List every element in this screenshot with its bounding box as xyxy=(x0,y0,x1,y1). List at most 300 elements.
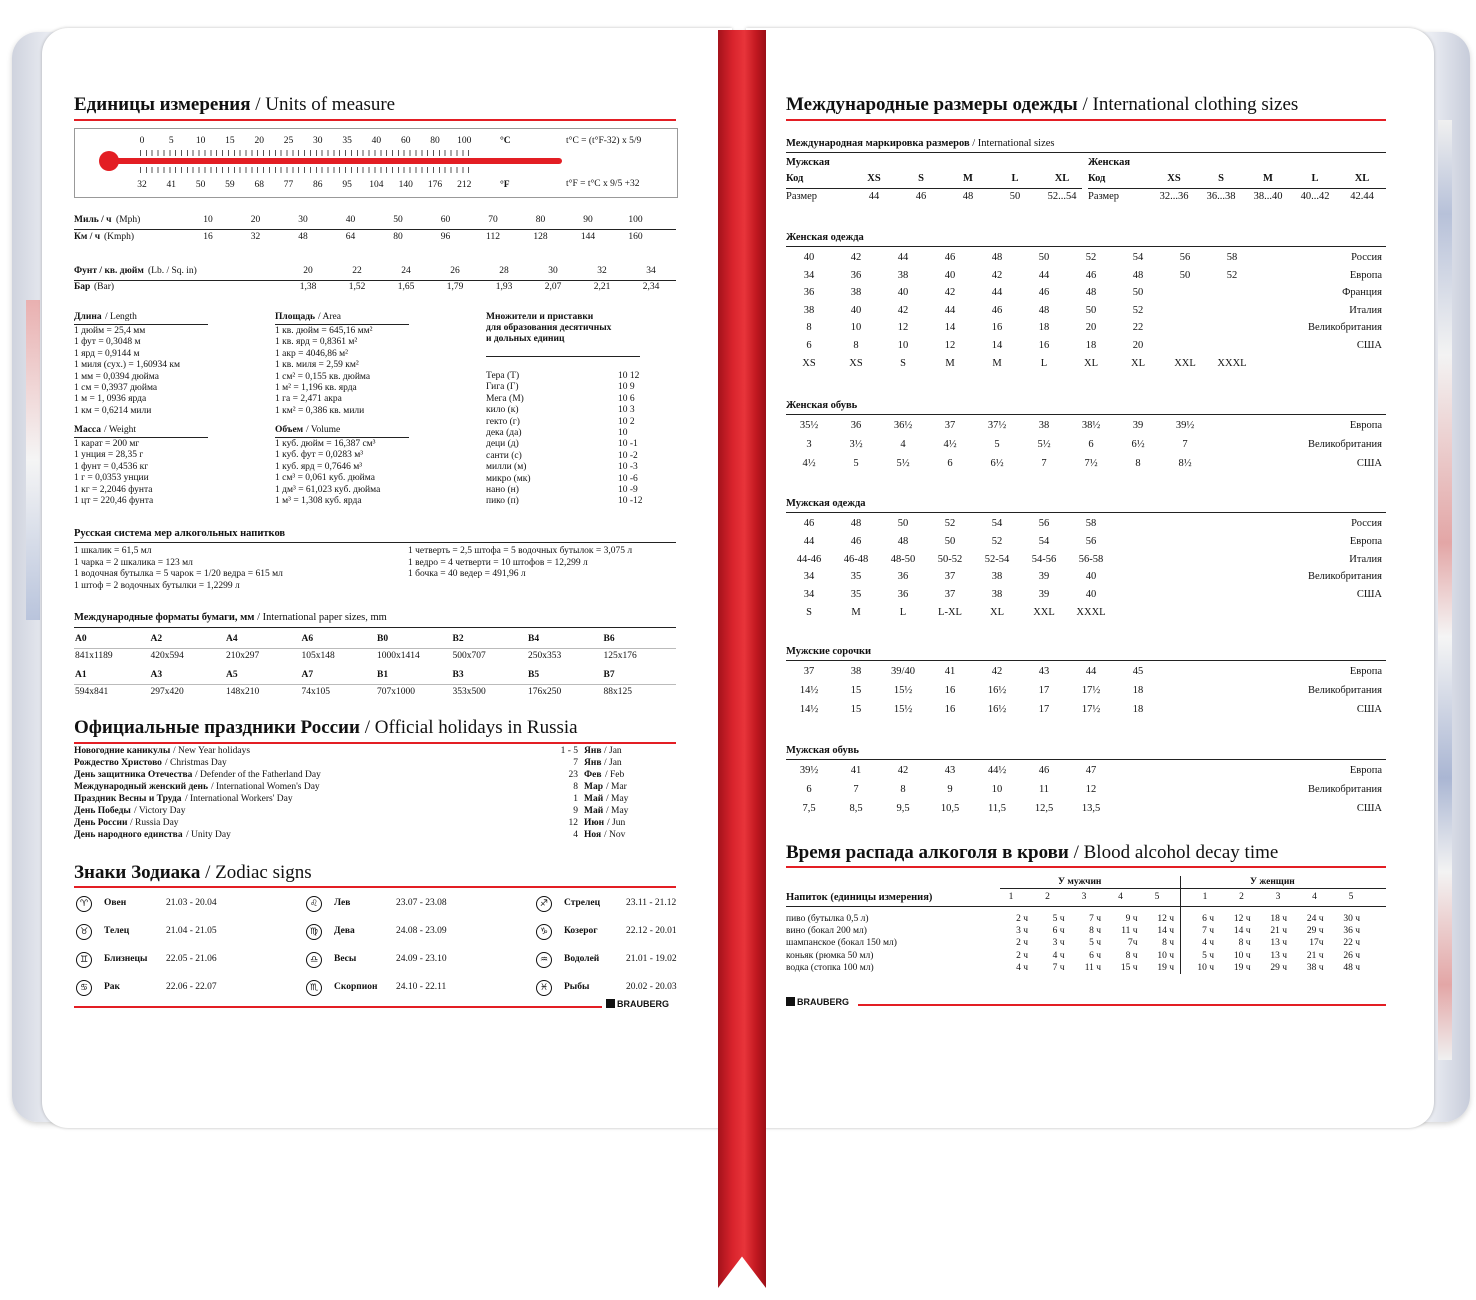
holiday-name: Праздник Весны и Труда xyxy=(74,794,182,804)
men_clothing-country: Россия xyxy=(1351,518,1382,529)
women_shoes-value: 7 xyxy=(1041,458,1047,469)
holiday-month-en: / Jan xyxy=(604,746,622,756)
paper-format-name: B6 xyxy=(603,634,615,644)
women_clothing-value: 44 xyxy=(897,252,909,263)
women_clothing-value: 38 xyxy=(850,287,862,299)
women_shoes-value: 6 xyxy=(1088,439,1094,450)
women_clothing-value: 48 xyxy=(1085,287,1097,299)
celsius-tick-label: 15 xyxy=(225,136,235,146)
zodiac-dates: 23.07 - 23.08 xyxy=(396,898,447,908)
women_clothing-value: 10 xyxy=(850,322,862,334)
women_clothing-value: 14 xyxy=(991,340,1003,351)
men_shirts-value: 16 xyxy=(944,685,956,696)
fahrenheit-tick-label: 59 xyxy=(225,180,235,190)
speed-value: 96 xyxy=(440,232,451,242)
men_clothing-value: 39 xyxy=(1038,571,1050,583)
speed-value: 48 xyxy=(298,232,308,242)
length-item: 1 см = 0,3937 дюйма xyxy=(74,383,158,393)
men_clothing-value: 58 xyxy=(1085,518,1097,529)
alcohol-men-hours: 7ч xyxy=(1127,938,1138,949)
speed-value: 16 xyxy=(203,232,213,242)
length-underline xyxy=(74,324,208,325)
women_shoes-country: Европа xyxy=(1349,420,1382,431)
women_clothing-value: 50 xyxy=(1132,287,1144,299)
speed-row-label: Км / ч xyxy=(74,232,101,242)
women_clothing-value: 20 xyxy=(1132,340,1144,351)
men_shoes-value: 41 xyxy=(850,765,862,776)
women_clothing-value: 38 xyxy=(897,269,909,281)
prefix-value: 10 -9 xyxy=(618,485,638,495)
prefixes-underline xyxy=(486,356,640,357)
alcohol-women-hours: 26 ч xyxy=(1343,950,1360,961)
men-size-value: 46 xyxy=(915,191,927,202)
men_clothing-value: 52 xyxy=(991,535,1003,547)
alcohol-measure-item: 1 водочная бутылка = 5 чарок = 1/20 ведра = 615 мл xyxy=(74,569,283,579)
volume-item: 1 м³ = 1,308 куб. ярда xyxy=(275,496,362,506)
women_clothing-country: Великобритания xyxy=(1308,322,1382,334)
women_shoes-value: 6½ xyxy=(1131,439,1145,450)
length-item: 1 км = 0,6214 мили xyxy=(74,405,152,416)
fahrenheit-tick-label: 50 xyxy=(195,180,206,190)
speed-value: 10 xyxy=(203,215,213,225)
men_clothing-value: 34 xyxy=(803,571,815,583)
celsius-tick-label: 35 xyxy=(342,136,352,146)
zodiac-name: Лев xyxy=(334,898,351,908)
alcohol-measure-item: 1 ведро = 4 четверти = 10 штофов = 12,299 л xyxy=(408,557,588,568)
women_shoes-value: 5 xyxy=(994,439,1000,450)
celsius-tick-label: 60 xyxy=(400,136,411,146)
fahrenheit-tick-label: 176 xyxy=(427,180,443,190)
paper-format-size: 250x353 xyxy=(528,651,562,661)
men_clothing-value: 50 xyxy=(944,535,956,547)
women_shoes-value: 7 xyxy=(1182,439,1188,450)
alcohol-men-col: 2 xyxy=(1045,892,1050,902)
alcohol-women-hours: 36 ч xyxy=(1343,926,1360,937)
men_shirts-value: 17½ xyxy=(1081,685,1101,696)
speed-value: 100 xyxy=(628,215,643,225)
fahrenheit-tick-label: 86 xyxy=(313,180,323,190)
women_clothing-value: 38 xyxy=(803,304,815,316)
men-size-code: XS xyxy=(867,173,881,184)
zodiac-icon: ♓ xyxy=(536,980,552,996)
speed-value: 80 xyxy=(535,215,546,225)
holiday-month-en: / May xyxy=(606,794,629,804)
women_clothing-value: 18 xyxy=(1038,322,1050,334)
pressure-value: 2,07 xyxy=(544,282,562,292)
prefix-value: 10 -6 xyxy=(618,473,638,484)
men_shoes-value: 7,5 xyxy=(802,803,816,814)
area-item: 1 акр = 4046,86 м² xyxy=(275,348,348,359)
holiday-day: 23 xyxy=(568,770,578,780)
holiday-month: Мар xyxy=(584,782,603,792)
women_clothing-value: 50 xyxy=(1179,269,1191,281)
men_shoes-value: 44½ xyxy=(987,765,1007,776)
speed-value: 90 xyxy=(583,215,593,225)
alcohol-men-hours: 8 ч xyxy=(1125,950,1138,961)
speed-value: 50 xyxy=(393,215,403,225)
alcohol-men-col: 4 xyxy=(1118,892,1123,902)
holiday-name: Международный женский день xyxy=(74,782,209,792)
women_clothing-value: 50 xyxy=(1038,252,1050,263)
alcohol-men-hours: 4 ч xyxy=(1052,950,1065,961)
volume-item: 1 куб. фут = 0,0283 м³ xyxy=(275,450,364,461)
paper-format-name: A3 xyxy=(150,670,163,680)
men_clothing-value: 56-58 xyxy=(1078,553,1104,565)
holiday-name: День народного единства xyxy=(74,830,183,840)
women_clothing-title: Женская одежда xyxy=(786,232,864,243)
speed-value: 160 xyxy=(628,232,643,242)
men_clothing-value: 50-52 xyxy=(937,553,963,565)
area-item: 1 кв. дюйм = 645,16 мм² xyxy=(275,326,373,336)
men_shoes-country: Европа xyxy=(1349,765,1382,776)
fahrenheit-tick-label: 77 xyxy=(283,180,294,190)
paper-format-size: 105x148 xyxy=(301,651,335,661)
women_shoes-value: 36 xyxy=(850,420,862,431)
paper-title: Международные форматы бумаги, мм / International paper sizes, mm xyxy=(74,612,387,623)
men_shirts-value: 41 xyxy=(944,666,956,677)
women-size-value: 38...40 xyxy=(1253,191,1283,202)
paper-format-name: B7 xyxy=(603,670,615,680)
length-item: 1 фут = 0,3048 м xyxy=(74,337,141,348)
alcohol-women-hours: 29 ч xyxy=(1306,926,1324,937)
paper-format-name: A5 xyxy=(226,670,238,680)
men-size-code: M xyxy=(963,173,973,184)
men_clothing-value: S xyxy=(806,607,812,618)
women_clothing-value: 46 xyxy=(1038,287,1050,299)
prefix-value: 10 2 xyxy=(618,416,635,427)
men_clothing-value: 54 xyxy=(1038,535,1050,547)
women_clothing-value: 44 xyxy=(991,287,1003,299)
alcohol-men-hours: 11 ч xyxy=(1121,926,1138,937)
speed-row-label: Миль / ч xyxy=(74,215,112,225)
area-item: 1 кв. ярд = 0,8361 м² xyxy=(275,337,358,348)
pressure-row-unit: (Lb. / Sq. in) xyxy=(148,266,197,276)
zodiac-name: Телец xyxy=(104,926,130,936)
alcohol-men-hours: 19 ч xyxy=(1157,962,1174,973)
alcohol-men-hours: 7 ч xyxy=(1089,914,1101,924)
women_clothing-country: Европа xyxy=(1349,269,1382,281)
zodiac-dates: 24.10 - 22.11 xyxy=(396,982,447,992)
prefix-name: кило (к) xyxy=(486,405,519,416)
men_clothing-value: 52 xyxy=(944,518,956,529)
women_clothing-value: 52 xyxy=(1132,304,1144,316)
women_clothing-value: 52 xyxy=(1085,252,1097,263)
women_clothing-value: XL xyxy=(1084,357,1098,369)
fahrenheit-tick-label: 41 xyxy=(166,180,177,190)
zodiac-dates: 21.01 - 19.02 xyxy=(626,954,677,964)
women_clothing-value: M xyxy=(945,357,955,369)
alcohol-measure-item: 1 чарка = 2 шкалика = 123 мл xyxy=(74,557,193,568)
volume-heading-en: / Volume xyxy=(306,425,341,435)
men_shirts-value: 45 xyxy=(1132,666,1144,677)
celsius-tick-label: 0 xyxy=(139,136,145,146)
pressure-value: 1,93 xyxy=(495,282,513,292)
holiday-name-en: / New Year holidays xyxy=(173,746,251,756)
clothing-title: Международные размеры одежды / International clothing sizes xyxy=(786,94,1299,115)
holiday-month: Фев xyxy=(584,770,602,780)
alcohol-women-hours: 10 ч xyxy=(1197,962,1214,973)
celsius-tick-label: 100 xyxy=(457,136,472,146)
men_clothing-value: 44 xyxy=(803,535,815,547)
zodiac-dates: 21.03 - 20.04 xyxy=(166,898,217,908)
women-size-value: 36...38 xyxy=(1206,191,1236,202)
holiday-month: Май xyxy=(584,794,604,804)
alcohol-men-hours: 5 ч xyxy=(1052,914,1065,924)
paper-format-name: B5 xyxy=(528,670,540,680)
women_clothing-value: XS xyxy=(849,357,863,369)
alcohol-women-hours: 21 ч xyxy=(1306,950,1324,961)
men_shirts-country: Великобритания xyxy=(1308,685,1382,696)
women_clothing-value: 20 xyxy=(1085,322,1097,334)
men_shirts-value: 14½ xyxy=(799,704,819,715)
zodiac-name: Скорпион xyxy=(334,982,378,992)
weight-heading-en: / Weight xyxy=(104,425,137,435)
alcohol-women-col: 5 xyxy=(1348,892,1354,902)
men-size-value: 52...54 xyxy=(1047,191,1077,202)
alcohol-women-hours: 13 ч xyxy=(1270,938,1287,949)
men_shirts-value: 16 xyxy=(944,704,956,715)
pressure-value: 1,65 xyxy=(397,282,415,292)
zodiac-name: Весы xyxy=(334,954,357,964)
women_clothing-country: Италия xyxy=(1349,304,1382,316)
prefix-name: дека (да) xyxy=(486,428,522,438)
holiday-name: День России xyxy=(74,818,128,828)
tick-marks-top xyxy=(140,150,470,156)
paper-format-size: 841x1189 xyxy=(75,651,113,661)
alcohol-men-hours: 8 ч xyxy=(1089,926,1101,937)
men_shoes-country: Великобритания xyxy=(1308,784,1382,795)
alcohol-men-hours: 11 ч xyxy=(1084,962,1101,973)
paper-row-divider xyxy=(74,648,676,649)
women_clothing-value: 42 xyxy=(944,287,956,299)
pressure-row-label: Фунт / кв. дюйм xyxy=(74,266,144,276)
pressure-value: 1,79 xyxy=(446,282,464,292)
volume-item: 1 см³ = 0,061 куб. дюйма xyxy=(275,473,375,484)
celsius-formula: t°C = (t°F-32) x 5/9 xyxy=(566,136,642,146)
men_shirts-value: 18 xyxy=(1132,685,1144,696)
zodiac-name: Рыбы xyxy=(564,982,590,992)
men_shirts-value: 16½ xyxy=(987,704,1007,715)
women_clothing-value: XXL xyxy=(1174,357,1196,369)
men_shirts-title: Мужские сорочки xyxy=(786,646,872,657)
women_shoes-value: 3 xyxy=(806,439,812,450)
women_clothing-value: S xyxy=(900,357,906,369)
men_clothing-value: L-XL xyxy=(938,607,962,618)
women_shoes-value: 4 xyxy=(900,439,906,450)
holiday-day: 9 xyxy=(573,806,578,816)
men_shoes-value: 12,5 xyxy=(1034,803,1054,814)
zodiac-name: Овен xyxy=(104,898,127,908)
prefix-value: 10 -1 xyxy=(618,439,638,450)
zodiac-name: Козерог xyxy=(564,926,598,936)
area-item: 1 м² = 1,196 кв. ярда xyxy=(275,383,357,393)
paper-format-size: 500x707 xyxy=(452,651,486,661)
celsius-unit: °C xyxy=(500,136,511,146)
holiday-month: Ноя xyxy=(584,830,602,840)
bookmark-ribbon[interactable] xyxy=(718,30,766,1288)
paper-format-name: B0 xyxy=(377,634,389,644)
alcohol-men-hours: 2 ч xyxy=(1016,938,1028,949)
intl-sizes-title: Международная маркировка размеров / International sizes xyxy=(786,138,1055,149)
alcohol-drink: водка (стопка 100 мл) xyxy=(786,962,874,973)
celsius-tick-label: 40 xyxy=(371,136,382,146)
alcohol-women-hours: 21 ч xyxy=(1270,926,1287,937)
celsius-tick-label: 25 xyxy=(283,136,294,146)
paper-format-name: A7 xyxy=(301,670,314,680)
alcohol-women-label: У женщин xyxy=(1250,877,1295,887)
area-item: 1 га = 2,471 акра xyxy=(275,394,342,405)
women-size-code: L xyxy=(1311,173,1319,184)
prefixes-title: Множители и приставки xyxy=(486,312,594,322)
area-item: 1 кв. миля = 2,59 км² xyxy=(275,360,359,371)
women_clothing-value: 40 xyxy=(897,287,909,299)
women_shoes-value: 38 xyxy=(1038,420,1050,431)
men_shirts-value: 15½ xyxy=(893,704,913,715)
women_clothing-value: 16 xyxy=(1038,340,1050,351)
men_shirts-value: 16½ xyxy=(987,685,1007,696)
zodiac-dates: 21.04 - 21.05 xyxy=(166,926,217,936)
alcohol-women-hours: 18 ч xyxy=(1270,914,1287,924)
women_clothing-value: 40 xyxy=(803,252,815,263)
paper-format-name: B4 xyxy=(528,634,540,644)
speed-row-unit: (Mph) xyxy=(116,215,141,225)
zodiac-icon: ♍ xyxy=(306,924,322,940)
prefix-value: 10 3 xyxy=(618,405,635,416)
women_shoes-value: 5 xyxy=(853,458,859,469)
speed-value: 144 xyxy=(580,232,596,242)
alcohol-women-hours: 7 ч xyxy=(1202,926,1214,937)
men_shoes-value: 8 xyxy=(900,784,906,795)
women_shoes-value: 6½ xyxy=(990,458,1004,469)
men-size-value: 44 xyxy=(868,191,880,202)
prefix-name: Мега (М) xyxy=(486,393,524,404)
alcohol-measures-title: Русская система мер алкогольных напитков xyxy=(74,528,286,539)
prefix-name: санти (с) xyxy=(486,450,522,461)
prefixes-title: и дольных единиц xyxy=(486,334,565,344)
men_clothing-underline xyxy=(786,512,1386,513)
men_clothing-value: XXXL xyxy=(1076,607,1106,618)
paper-format-size: 88x125 xyxy=(603,687,632,697)
zodiac-dates: 24.09 - 23.10 xyxy=(396,954,447,964)
holiday-day: 1 - 5 xyxy=(560,746,578,756)
women-size-code: S xyxy=(1218,173,1224,184)
speed-row-unit: (Kmph) xyxy=(104,232,135,242)
men_clothing-value: 34 xyxy=(803,589,815,601)
zodiac-name: Близнецы xyxy=(104,954,148,964)
alcohol-women-hours: 13 ч xyxy=(1270,950,1287,961)
zodiac-title: Знаки Зодиака / Zodiac signs xyxy=(74,862,312,883)
celsius-tick-label: 10 xyxy=(195,136,206,146)
men_clothing-value: 52-54 xyxy=(984,553,1010,565)
alcohol-men-hours: 2 ч xyxy=(1016,914,1028,924)
holiday-name: Новогодние каникулы xyxy=(74,746,171,756)
men_shoes-underline xyxy=(786,759,1386,760)
men_clothing-value: 36 xyxy=(897,571,909,583)
zodiac-name: Рак xyxy=(104,982,121,992)
women_clothing-value: 8 xyxy=(853,340,859,351)
women_clothing-value: 16 xyxy=(991,322,1003,334)
celsius-tick-label: 20 xyxy=(254,136,264,146)
holiday-day: 4 xyxy=(573,830,578,840)
alcohol-drink: пиво (бутылка 0,5 л) xyxy=(786,914,869,924)
length-item: 1 мм = 0,0394 дюйма xyxy=(74,371,159,382)
zodiac-icon: ♈ xyxy=(76,896,92,912)
women_clothing-value: 44 xyxy=(1038,269,1050,281)
holiday-day: 8 xyxy=(573,782,578,792)
alcohol-women-col: 2 xyxy=(1239,892,1244,902)
women_clothing-value: 10 xyxy=(897,340,909,351)
pressure-value: 1,38 xyxy=(299,282,317,292)
holiday-name-en: / Victory Day xyxy=(134,806,186,816)
women_clothing-value: 12 xyxy=(897,322,909,334)
women_shoes-value: 8½ xyxy=(1178,458,1192,469)
holiday-month-en: / Nov xyxy=(604,830,626,840)
men-size-code: L xyxy=(1011,173,1019,184)
women_shoes-value: 39½ xyxy=(1175,420,1195,431)
holiday-name-en: / Russia Day xyxy=(130,818,179,828)
paper-format-size: 125x176 xyxy=(603,651,637,661)
prefix-name: деци (д) xyxy=(486,439,519,450)
pressure-value: 30 xyxy=(548,266,558,276)
women_clothing-value: XXXL xyxy=(1217,357,1247,369)
alcohol-men-hours: 9 ч xyxy=(1125,914,1138,924)
paper-format-name: A0 xyxy=(75,634,87,644)
women-code-label: Код xyxy=(1088,173,1106,184)
holiday-month: Янв xyxy=(584,758,602,768)
length-item: 1 м = 1, 0936 ярда xyxy=(74,394,147,405)
alcohol-men-hours: 5 ч xyxy=(1089,938,1101,949)
alcohol-men-label: У мужчин xyxy=(1058,877,1102,887)
thermometer-bar xyxy=(108,158,562,164)
alcohol-women-hours: 4 ч xyxy=(1202,938,1214,949)
women_clothing-value: 12 xyxy=(944,340,956,351)
tick-marks-bottom xyxy=(140,167,470,173)
men_clothing-value: 46 xyxy=(850,535,862,547)
alcohol-men-hours: 12 ч xyxy=(1157,914,1174,924)
speed-value: 64 xyxy=(345,232,356,242)
alcohol-women-hours: 24 ч xyxy=(1306,914,1324,924)
women_clothing-value: L xyxy=(1040,357,1048,369)
women_clothing-value: 48 xyxy=(991,252,1003,263)
zodiac-dates: 24.08 - 23.09 xyxy=(396,926,447,936)
alcohol-women-hours: 12 ч xyxy=(1233,914,1251,924)
alcohol-women-hours: 29 ч xyxy=(1270,962,1287,973)
women_clothing-value: 48 xyxy=(1132,269,1144,281)
men_shoes-value: 6 xyxy=(806,784,812,795)
women_shoes-value: 37½ xyxy=(987,420,1007,431)
men_clothing-value: 35 xyxy=(850,571,862,583)
alcohol-men-col: 1 xyxy=(1008,892,1014,902)
length-heading: Длина xyxy=(74,312,102,322)
speed-value: 30 xyxy=(298,215,308,225)
prefix-value: 10 6 xyxy=(618,393,635,404)
alcohol-women-col: 3 xyxy=(1275,892,1281,902)
alcohol-women-hours: 38 ч xyxy=(1306,962,1324,973)
prefix-value: 10 9 xyxy=(618,382,635,393)
zodiac-dates: 22.06 - 22.07 xyxy=(166,982,217,992)
women-size-value: 40...42 xyxy=(1300,191,1330,202)
alcohol-women-col: 4 xyxy=(1312,892,1317,902)
zodiac-dates: 22.12 - 20.01 xyxy=(626,926,677,936)
volume-item: 1 дм³ = 61,023 куб. дюйма xyxy=(275,484,381,495)
weight-item: 1 г = 0,0353 унции xyxy=(74,473,149,484)
units-title: Единицы измерения / Units of measure xyxy=(74,94,396,115)
women_shoes-country: Великобритания xyxy=(1308,439,1382,450)
women_clothing-value: 50 xyxy=(1085,304,1097,316)
weight-underline xyxy=(74,437,208,438)
weight-item: 1 карат = 200 мг xyxy=(74,439,140,449)
men_clothing-value: L xyxy=(899,607,907,618)
